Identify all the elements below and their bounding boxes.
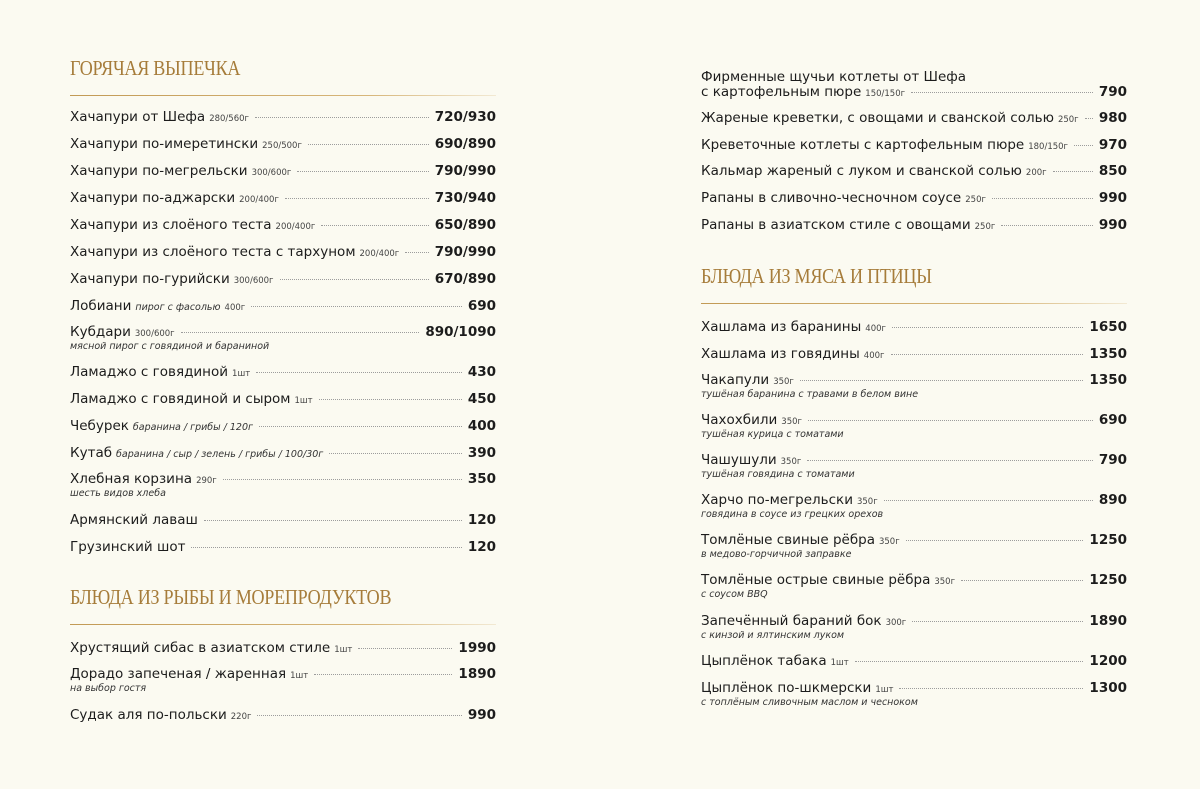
menu-item	[701, 572, 1127, 601]
dot-leader	[1053, 171, 1093, 172]
menu-item-price: 670/890	[434, 271, 496, 287]
section-divider	[70, 624, 496, 625]
menu-item-description: с топлёным сливочным маслом и чесноком	[701, 697, 918, 708]
menu-item-weight: 250/500г	[262, 141, 302, 151]
menu-item-price: 720/930	[434, 109, 496, 125]
menu-item	[70, 217, 496, 234]
menu-item-row	[701, 319, 1127, 336]
menu-item-row	[70, 244, 496, 261]
menu-item-description: тушёная баранина с травами в белом вине	[701, 389, 919, 400]
menu-item-name: Хашлама из говядины	[701, 346, 860, 362]
dot-leader	[280, 279, 429, 280]
dot-leader	[899, 688, 1083, 689]
dot-leader	[259, 426, 462, 427]
menu-item-name: Ламаджо с говядиной	[70, 364, 229, 380]
dot-leader	[1001, 225, 1092, 226]
menu-item	[70, 418, 496, 435]
menu-item-weight: 350г	[780, 457, 802, 467]
menu-item	[701, 217, 1127, 234]
dot-leader	[285, 198, 429, 199]
menu-item-description: на выбор гостя	[70, 683, 147, 694]
menu-item	[701, 163, 1127, 180]
dot-leader	[906, 540, 1084, 541]
dot-leader	[329, 453, 462, 454]
menu-item-weight: 300/600г	[134, 329, 175, 339]
menu-item-row	[701, 346, 1127, 363]
menu-item-name: Цыплёнок табака	[701, 653, 827, 669]
dot-leader	[251, 306, 462, 307]
menu-item-row	[70, 271, 496, 288]
dot-leader	[204, 520, 462, 521]
menu-item-price: 990	[1098, 190, 1127, 206]
menu-item-row	[701, 217, 1127, 234]
menu-item-name: Чебурек	[70, 418, 129, 434]
dot-leader	[191, 547, 461, 548]
menu-item-description: тушёная говядина с томатами	[701, 469, 855, 480]
menu-item-weight: 400г	[224, 303, 246, 313]
menu-item-row	[701, 412, 1127, 429]
menu-item-price: 1250	[1089, 572, 1127, 588]
dot-leader	[808, 420, 1093, 421]
menu-item-price: 970	[1098, 137, 1127, 153]
menu-item	[701, 137, 1127, 154]
menu-item-price: 850	[1098, 163, 1127, 179]
menu-item-row	[70, 666, 496, 683]
menu-item	[70, 324, 496, 353]
menu-item-row	[70, 640, 496, 657]
menu-item-name: Кутаб	[70, 445, 113, 461]
dot-leader	[308, 144, 429, 145]
menu-item	[701, 110, 1127, 127]
dot-leader	[321, 225, 428, 226]
menu-item-weight: 300/600г	[251, 168, 292, 178]
menu-item-price: 790	[1098, 84, 1127, 100]
section-title-baking: ГОРЯЧАЯ ВЫПЕЧКА	[70, 56, 241, 80]
menu-item	[701, 613, 1127, 642]
menu-item-weight: 290г	[196, 476, 217, 486]
menu-item-name: Ламаджо с говядиной и сыром	[70, 391, 291, 407]
menu-item-row	[701, 572, 1127, 589]
menu-item	[701, 319, 1127, 336]
menu-item-price: 430	[467, 364, 496, 380]
menu-item-weight: 200г	[1025, 168, 1047, 178]
menu-item-weight: 1шт	[875, 685, 894, 695]
dot-leader	[255, 117, 429, 118]
menu-item-price: 890/1090	[425, 324, 496, 340]
menu-item-row	[701, 190, 1127, 207]
menu-item-row	[701, 110, 1127, 127]
menu-item-price: 790	[1098, 452, 1127, 468]
menu-item-row	[701, 680, 1127, 697]
menu-item-weight: 180/150г	[1028, 142, 1069, 152]
menu-item-row	[70, 418, 496, 435]
menu-item-row	[70, 512, 496, 529]
dot-leader	[1085, 118, 1093, 119]
menu-item-price: 990	[1098, 217, 1127, 233]
menu-item-weight: 1шт	[294, 396, 313, 406]
menu-item-row	[70, 364, 496, 381]
menu-item	[701, 190, 1127, 207]
menu-item	[70, 109, 496, 126]
menu-item-row	[70, 109, 496, 126]
menu-item-row	[701, 613, 1127, 630]
menu-item-name: Хачапури по-аджарски	[70, 190, 236, 206]
dot-leader	[314, 674, 452, 675]
menu-item-row	[70, 539, 496, 556]
menu-item	[70, 271, 496, 288]
menu-item-weight: 350г	[878, 537, 900, 547]
menu-item-row	[70, 163, 496, 180]
menu-item	[701, 492, 1127, 521]
menu-item	[70, 445, 496, 462]
menu-item-price: 350	[467, 471, 496, 487]
menu-item-name: Хачапури из слоёного теста	[70, 217, 272, 233]
section-title-meat: БЛЮДА ИЗ МЯСА И ПТИЦЫ	[701, 264, 932, 288]
menu-item-name: с картофельным пюре	[701, 84, 862, 100]
menu-item	[70, 539, 496, 556]
dot-leader	[807, 460, 1092, 461]
menu-item-name: Чакапули	[701, 372, 770, 388]
menu-item-row	[70, 217, 496, 234]
dot-leader	[297, 171, 428, 172]
menu-item-name: Цыплёнок по-шкмерски	[701, 680, 872, 696]
menu-item-row	[701, 137, 1127, 154]
dot-leader	[961, 580, 1083, 581]
menu-item-row	[70, 445, 496, 462]
menu-item-weight: 300/600г	[233, 276, 274, 286]
menu-item-row	[70, 298, 496, 315]
menu-item	[701, 452, 1127, 481]
menu-item-row	[701, 653, 1127, 670]
menu-item-row	[70, 707, 496, 724]
menu-item	[701, 412, 1127, 441]
menu-item-price: 1990	[458, 640, 496, 656]
menu-item-inline-desc: баранина / сыр / зелень / грибы / 100/30г	[116, 449, 324, 460]
dot-leader	[800, 380, 1084, 381]
section-divider	[70, 95, 496, 96]
menu-item-row	[70, 190, 496, 207]
dot-leader	[855, 661, 1084, 662]
menu-item-weight: 220г	[230, 712, 252, 722]
menu-item-name: Томлёные острые свиные рёбра	[701, 572, 931, 588]
menu-item	[70, 244, 496, 261]
menu-item-weight: 350г	[856, 497, 878, 507]
menu-item	[70, 391, 496, 408]
menu-item-row	[701, 163, 1127, 180]
dot-leader	[992, 198, 1093, 199]
menu-item-name: Чахохбили	[701, 412, 778, 428]
menu-item-price: 120	[467, 539, 496, 555]
section-title-fish: БЛЮДА ИЗ РЫБЫ И МОРЕПРОДУКТОВ	[70, 585, 392, 609]
menu-item-weight: 150/150г	[865, 89, 906, 99]
menu-item-weight: 1шт	[830, 658, 849, 668]
menu-item-name: Хачапури по-мегрельски	[70, 163, 248, 179]
menu-item-weight: 300г	[885, 618, 907, 628]
menu-item-name: Судак аля по-польски	[70, 707, 227, 723]
dot-leader	[892, 327, 1083, 328]
menu-item-weight: 250г	[965, 195, 986, 205]
menu-item-price: 690	[1098, 412, 1127, 428]
menu-item-description: шесть видов хлеба	[70, 488, 166, 499]
menu-item-weight: 1шт	[334, 645, 353, 655]
menu-item	[70, 136, 496, 153]
menu-item	[70, 364, 496, 381]
menu-item	[70, 512, 496, 529]
menu-item-weight: 1шт	[232, 369, 251, 379]
menu-item-row	[70, 391, 496, 408]
menu-item-weight: 200/400г	[239, 195, 279, 205]
menu-item-weight: 280/560г	[209, 114, 249, 124]
menu-item-weight: 350г	[934, 577, 956, 587]
menu-item-name: Креветочные котлеты с картофельным пюре	[701, 137, 1025, 153]
menu-item-weight: 200/400г	[359, 249, 400, 259]
menu-item-name: Хачапури по-имеретински	[70, 136, 259, 152]
menu-item-row	[70, 136, 496, 153]
menu-item-name: Хачапури от Шефа	[70, 109, 206, 125]
menu-item-name: Рапаны в сливочно-чесночном соусе	[701, 190, 962, 206]
menu-item-price: 1890	[458, 666, 496, 682]
menu-item	[70, 640, 496, 657]
menu-item-row	[70, 471, 496, 488]
menu-item-name: Грузинский шот	[70, 539, 186, 555]
dot-leader	[1074, 145, 1093, 146]
menu-item-name: Дорадо запеченая / жаренная	[70, 666, 287, 682]
menu-item-price: 120	[467, 512, 496, 528]
menu-item-price: 990	[467, 707, 496, 723]
dot-leader	[911, 92, 1093, 93]
menu-item-name: Кубдари	[70, 324, 131, 340]
menu-item-price: 1350	[1089, 346, 1127, 362]
menu-item-description: с соусом BBQ	[701, 589, 768, 600]
menu-item-name: Армянский лаваш	[70, 512, 198, 528]
menu-item-name: Харчо по-мегрельски	[701, 492, 853, 508]
menu-item	[70, 163, 496, 180]
menu-item-price: 730/940	[434, 190, 496, 206]
menu-item-price: 1200	[1089, 653, 1127, 669]
menu-item-name: Жареные креветки, с овощами и сванской солью	[701, 110, 1054, 126]
dot-leader	[181, 332, 420, 333]
menu-item-price: 790/990	[434, 244, 496, 260]
menu-item	[701, 680, 1127, 709]
menu-item-row	[701, 452, 1127, 469]
menu-item-inline-desc: баранина / грибы / 120г	[132, 422, 254, 433]
menu-item-price: 1300	[1089, 680, 1127, 696]
menu-item-row	[70, 324, 496, 341]
dot-leader	[405, 252, 428, 253]
menu-item-description: тушёная курица с томатами	[701, 429, 844, 440]
menu-item-price: 1250	[1089, 532, 1127, 548]
menu-item	[701, 372, 1127, 401]
menu-item	[70, 190, 496, 207]
dot-leader	[223, 479, 462, 480]
dot-leader	[884, 500, 1093, 501]
menu-item-row	[701, 372, 1127, 389]
menu-item-price: 980	[1098, 110, 1127, 126]
menu-item	[701, 346, 1127, 363]
menu-item-name: Хашлама из баранины	[701, 319, 862, 335]
menu-item-name: Рапаны в азиатском стиле с овощами	[701, 217, 971, 233]
menu-item	[70, 471, 496, 500]
menu-item-weight: 250г	[974, 222, 996, 232]
menu-item-weight: 350г	[773, 377, 794, 387]
menu-item-weight: 400г	[863, 351, 885, 361]
menu-item-row	[701, 84, 1127, 101]
dot-leader	[319, 399, 462, 400]
menu-item	[70, 298, 496, 315]
menu-item-name: Кальмар жареный с луком и сванской солью	[701, 163, 1022, 179]
menu-item-name: Хачапури из слоёного теста с тархуном	[70, 244, 356, 260]
menu-item-name: Хлебная корзина	[70, 471, 193, 487]
menu-item-price: 390	[467, 445, 496, 461]
menu-item-name: Лобиани	[70, 298, 132, 314]
dot-leader	[257, 715, 461, 716]
menu-item-description: говядина в соусе из грецких орехов	[701, 509, 884, 520]
menu-item-price: 790/990	[434, 163, 496, 179]
dot-leader	[358, 648, 452, 649]
menu-item-description: мясной пирог с говядиной и бараниной	[70, 341, 270, 352]
menu-item-description: в медово-горчичной заправке	[701, 549, 852, 560]
menu-item-price: 450	[467, 391, 496, 407]
dot-leader	[912, 621, 1083, 622]
dot-leader	[891, 354, 1084, 355]
menu-item-weight: 250г	[1057, 115, 1079, 125]
menu-item-price: 890	[1098, 492, 1127, 508]
menu-item-weight: 200/400г	[275, 222, 316, 232]
menu-item-price: 690/890	[434, 136, 496, 152]
menu-item-price: 1890	[1089, 613, 1127, 629]
menu-item-name: Запечённый бараний бок	[701, 613, 882, 629]
menu-item	[701, 653, 1127, 670]
menu-item-inline-desc: пирог с фасолью	[135, 302, 221, 313]
menu-item-name: Чашушули	[701, 452, 777, 468]
dot-leader	[256, 372, 462, 373]
menu-item-price: 1350	[1089, 372, 1127, 388]
menu-item	[70, 707, 496, 724]
menu-item-weight: 350г	[781, 417, 802, 427]
menu-item-price: 1650	[1089, 319, 1127, 335]
menu-item-price: 690	[467, 298, 496, 314]
menu-item-row	[701, 492, 1127, 509]
menu-item-price: 400	[467, 418, 496, 434]
menu-item-price: 650/890	[434, 217, 496, 233]
menu-item-name: Хачапури по-гурийски	[70, 271, 230, 287]
menu-item-name: Хрустящий сибас в азиатском стиле	[70, 640, 331, 656]
menu-item	[701, 532, 1127, 561]
menu-item-name-line1: Фирменные щучьи котлеты от Шефа	[701, 69, 967, 85]
menu-item	[70, 666, 496, 695]
menu-item-row	[701, 532, 1127, 549]
menu-item	[701, 70, 1127, 101]
menu-item-weight: 400г	[865, 324, 886, 334]
section-divider	[701, 303, 1127, 304]
menu-item-description: с кинзой и ялтинским луком	[701, 630, 845, 641]
menu-item-weight: 1шт	[290, 671, 309, 681]
menu-item-name: Томлёные свиные рёбра	[701, 532, 875, 548]
